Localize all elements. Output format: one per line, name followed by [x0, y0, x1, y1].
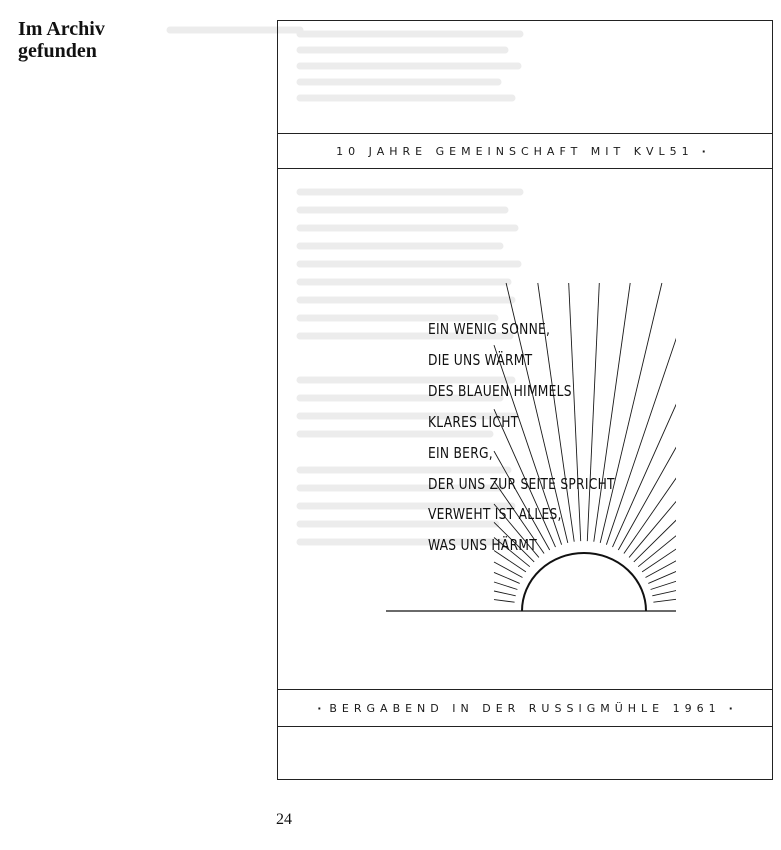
poem-line: VERWEHT IST ALLES, [428, 505, 562, 524]
poem-line: EIN WENIG SONNE, [428, 320, 551, 338]
sun-ray [494, 562, 523, 578]
poem [428, 314, 639, 561]
poem-line: DES BLAUEN HIMMELS [428, 381, 572, 400]
section-heading [18, 18, 148, 62]
poem-line: KLARES LICHT [428, 412, 519, 431]
poem-line: WAS UNS HÄRMT [428, 536, 537, 555]
top-banner [278, 133, 772, 169]
sun-ray [634, 418, 676, 562]
poem-line: EIN BERG, [428, 443, 493, 462]
poem-line: DER UNS ZUR SEITE SPRICHT [428, 474, 615, 493]
bottom-banner [278, 689, 772, 727]
sun-ray [651, 548, 676, 590]
top-banner-dot: · [701, 144, 706, 158]
page-number: 24 [276, 811, 292, 828]
sun-ray [494, 591, 516, 596]
sun-ray [653, 586, 676, 602]
sun-ray [494, 582, 517, 590]
poem-line: DIE UNS WÄRMT [428, 350, 533, 369]
section-heading-line-1: Im Archiv [18, 18, 105, 40]
section-heading-line-2: gefunden [18, 40, 97, 62]
top-banner-text: 10 JAHRE GEMEINSCHAFT MIT KVL51 [336, 144, 694, 158]
sun-ray [494, 600, 515, 603]
bottom-banner-dot-right: · [728, 701, 733, 715]
bottom-banner-dot-left: · [317, 701, 322, 715]
bottom-banner-text: BERGABEND IN DER RUSSIGMÜHLE 1961 [329, 701, 721, 715]
archive-card [277, 20, 773, 780]
sun-arc [522, 553, 646, 611]
